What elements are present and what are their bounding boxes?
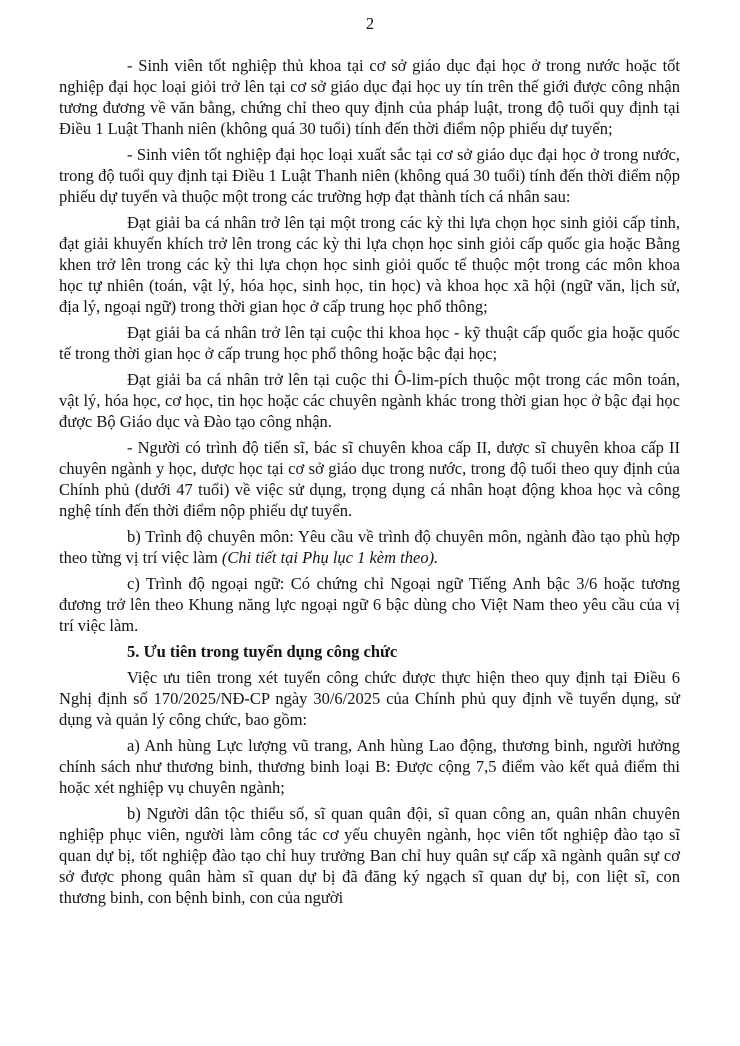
paragraph-text: b) Trình độ chuyên môn: Yêu cầu về trình độ chuyên môn, ngành đào tạo phù hợp theo từng vị trí việc làm (59, 527, 680, 567)
paragraph-italic-note: (Chi tiết tại Phụ lục 1 kèm theo). (221, 548, 439, 567)
paragraph-prize-olympic: Đạt giải ba cá nhân trở lên tại cuộc thi Ô-lim-pích thuộc một trong các môn toán, vật lý, hóa học, cơ học, tin học hoặc các chuyên ngành khác trong thời gian học ở bậc đại học được Bộ Giáo dục và Đào tạo công nhận. (59, 370, 680, 431)
paragraph-foreign-language: c) Trình độ ngoại ngữ: Có chứng chỉ Ngoại ngữ Tiếng Anh bậc 3/6 hoặc tương đương trở lên theo Khung năng lực ngoại ngữ 6 bậc dùng cho Việt Nam theo yêu cầu của vị trí việc làm. (59, 574, 680, 635)
paragraph-priority-a: a) Anh hùng Lực lượng vũ trang, Anh hùng Lao động, thương binh, người hưởng chính sách như thương binh, thương binh loại B: Được cộng 7,5 điểm vào kết quả điểm thi hoặc xét nghiệp vụ chuyên ngành; (59, 736, 680, 797)
paragraph-doctorate-specialist: - Người có trình độ tiến sĩ, bác sĩ chuyên khoa cấp II, dược sĩ chuyên khoa cấp II chuyên ngành y học, dược học tại cơ sở giáo dục trong nước, trong độ tuổi theo quy định của Chính phủ (dưới 47 tuổi) về việc sử dụng, trọng dụng cá nhân hoạt động khoa học và công nghệ tính đến thời điểm nộp phiếu dự tuyển. (59, 438, 680, 520)
paragraph-prize-student-contest: Đạt giải ba cá nhân trở lên tại một trong các kỳ thi lựa chọn học sinh giỏi cấp tỉnh, đạt giải khuyến khích trở lên trong các kỳ thi lựa chọn học sinh giỏi cấp quốc gia hoặc Bằng khen trở lên trong các kỳ thi lựa chọn học sinh giỏi quốc tế thuộc một trong các môn khoa học tự nhiên (toán, vật lý, hóa học, sinh học, tin học) và khoa học xã hội (ngữ văn, lịch sử, địa lý, ngoại ngữ) trong thời gian học ở cấp trung học phổ thông; (59, 213, 680, 316)
paragraph-priority-intro: Việc ưu tiên trong xét tuyển công chức được thực hiện theo quy định tại Điều 6 Nghị định số 170/2025/NĐ-CP ngày 30/6/2025 của Chính phủ quy định về tuyển dụng, sử dụng và quản lý công chức, bao gồm: (59, 668, 680, 729)
paragraph-professional-level (59, 526, 680, 568)
paragraph-prize-science-tech: Đạt giải ba cá nhân trở lên tại cuộc thi khoa học - kỹ thuật cấp quốc gia hoặc quốc tế trong thời gian học ở cấp trung học phổ thông hoặc bậc đại học; (59, 323, 680, 363)
paragraph-graduate-excellent: - Sinh viên tốt nghiệp đại học loại xuất sắc tại cơ sở giáo dục đại học ở trong nước, trong độ tuổi quy định tại Điều 1 Luật Thanh niên (không quá 30 tuổi) tính đến thời điểm nộp phiếu dự tuyển và thuộc một trong các trường hợp đạt thành tích cá nhân sau: (59, 145, 680, 206)
section-5-heading: 5. Ưu tiên trong tuyển dụng công chức (127, 642, 398, 661)
document-body (59, 55, 680, 908)
paragraph-priority-b: b) Người dân tộc thiểu số, sĩ quan quân đội, sĩ quan công an, quân nhân chuyên nghiệp phục viên, người làm công tác cơ yếu chuyên ngành, học viên tốt nghiệp đào tạo sĩ quan dự bị, tốt nghiệp đào tạo chỉ huy trưởng Ban chỉ huy quân sự cấp xã ngành quân sự cơ sở được phong quân hàm sĩ quan dự bị đã đăng ký ngạch sĩ quan dự bị, con liệt sĩ, con thương binh, con bệnh binh, con của người (59, 804, 680, 907)
paragraph-graduate-valedictorian: - Sinh viên tốt nghiệp thủ khoa tại cơ sở giáo dục đại học ở trong nước hoặc tốt nghiệp đại học loại giỏi trở lên tại cơ sở giáo dục đại học uy tín trên thế giới được công nhận tương đương về văn bằng, chứng chỉ theo quy định của pháp luật, trong độ tuổi quy định tại Điều 1 Luật Thanh niên (không quá 30 tuổi) tính đến thời điểm nộp phiếu dự tuyển; (59, 56, 680, 138)
page-number: 2 (365, 14, 375, 33)
